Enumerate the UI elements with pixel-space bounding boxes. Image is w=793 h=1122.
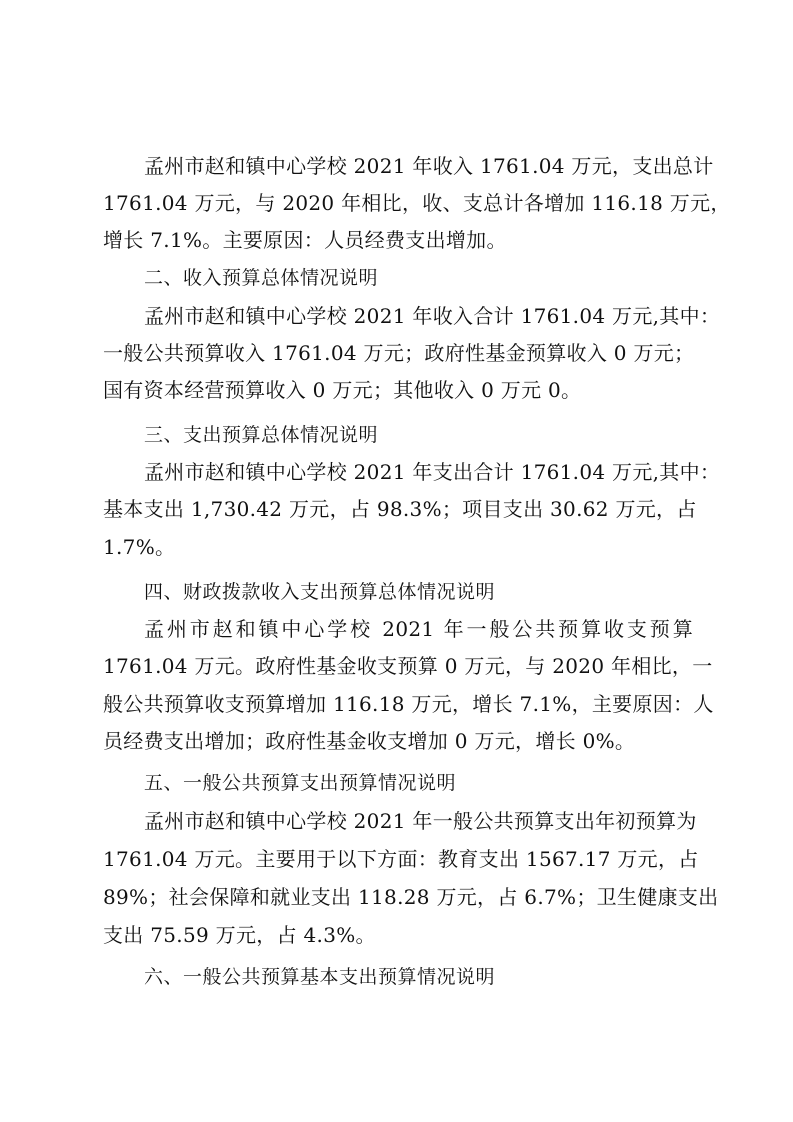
section-heading: 三、支出预算总体情况说明 <box>144 424 379 446</box>
section-heading: 六、一般公共预算基本支出预算情况说明 <box>144 966 496 988</box>
paragraph-line: 员经费支出增加；政府性基金收支增加 0 万元，增长 0%。 <box>103 729 636 753</box>
paragraph-line: 国有资本经营预算收入 0 万元；其他收入 0 万元 0。 <box>103 378 582 402</box>
paragraph-line: 增长 7.1%。主要原因：人员经费支出增加。 <box>103 228 507 252</box>
section-heading: 四、财政拨款收入支出预算总体情况说明 <box>144 581 496 603</box>
section-heading: 二、收入预算总体情况说明 <box>144 267 379 289</box>
paragraph-line: 基本支出 1,730.42 万元，占 98.3%；项目支出 30.62 万元，占 <box>103 497 697 521</box>
paragraph-line: 89%；社会保障和就业支出 118.28 万元，占 6.7%；卫生健康支出 <box>103 885 719 909</box>
paragraph-line: 孟州市赵和镇中心学校 2021 年收入合计 1761.04 万元,其中： <box>144 304 721 328</box>
paragraph-line: 般公共预算收支预算增加 116.18 万元，增长 7.1%，主要原因：人 <box>103 692 714 716</box>
paragraph-line: 孟州市赵和镇中心学校 2021 年支出合计 1761.04 万元,其中： <box>144 460 721 484</box>
paragraph-line: 孟州市赵和镇中心学校 2021 年一般公共预算收支预算 <box>144 617 693 641</box>
paragraph-line: 孟州市赵和镇中心学校 2021 年一般公共预算支出年初预算为 <box>144 809 697 833</box>
section-heading: 五、一般公共预算支出预算情况说明 <box>144 772 457 794</box>
paragraph-line: 支出 75.59 万元，占 4.3%。 <box>103 923 376 947</box>
paragraph-line: 1761.04 万元。政府性基金收支预算 0 万元，与 2020 年相比，一 <box>103 654 713 678</box>
paragraph-line: 1761.04 万元，与 2020 年相比，收、支总计各增加 116.18 万元， <box>103 191 731 215</box>
paragraph-line: 一般公共预算收入 1761.04 万元；政府性基金预算收入 0 万元； <box>103 341 695 365</box>
paragraph-line: 1761.04 万元。主要用于以下方面：教育支出 1567.17 万元，占 <box>103 847 699 871</box>
paragraph-line: 1.7%。 <box>103 535 176 559</box>
paragraph-line: 孟州市赵和镇中心学校 2021 年收入 1761.04 万元，支出总计 <box>144 154 714 178</box>
